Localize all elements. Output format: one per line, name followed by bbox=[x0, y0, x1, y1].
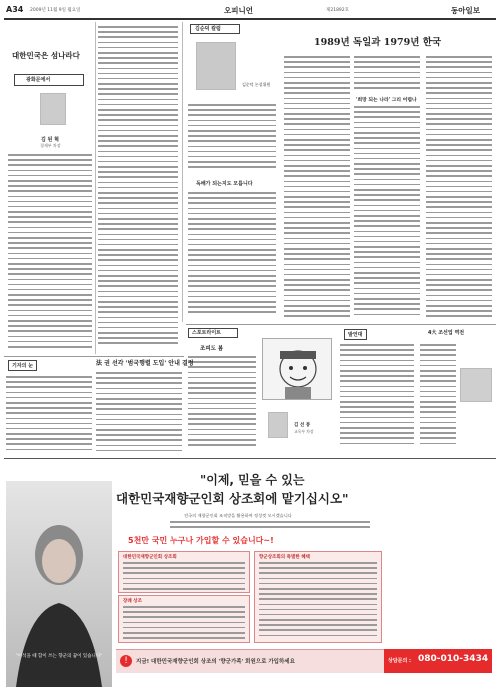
ad-box-2 bbox=[118, 595, 250, 643]
feature-col2-lines bbox=[354, 56, 420, 92]
columnist-body-lines-b bbox=[188, 192, 276, 318]
ad-box-3 bbox=[254, 551, 382, 643]
spotlight-block bbox=[186, 326, 336, 456]
spotlight-kicker: 스포트라이트 bbox=[192, 330, 221, 336]
ad-rule bbox=[4, 458, 496, 459]
cartoon-face-icon bbox=[263, 339, 333, 401]
feature-subhead: '희망 되는 나라' 그리 어렵나 bbox=[356, 98, 417, 103]
ad-box1-title: 대한민국재향군인회 상조회 bbox=[123, 555, 177, 560]
ad-photo-caption: "이석을 때 함이 쓰는 향군의 꿈이 있습니다" bbox=[15, 654, 103, 659]
opinion-title: 발언대 bbox=[344, 329, 367, 340]
ad-description-lines bbox=[170, 521, 370, 531]
column1-kicker: 광화문에서 bbox=[26, 77, 51, 83]
ad-box2-lines bbox=[123, 606, 245, 642]
masthead bbox=[0, 0, 500, 24]
feature-col1-lines bbox=[284, 56, 350, 320]
columnist-kicker: 김순덕 칼럼 bbox=[195, 26, 221, 32]
issue-date: 2009년 11월 9일 월요일 bbox=[30, 8, 81, 13]
ad-box3-title: 향군상조회의 특별한 혜택 bbox=[259, 555, 310, 560]
section-meta: 제21892호 bbox=[326, 8, 350, 13]
row-rule bbox=[4, 356, 184, 357]
column2-body-lines bbox=[98, 26, 178, 350]
opinion-photo bbox=[460, 368, 492, 402]
feature-col3-lines bbox=[426, 56, 492, 320]
ad-box-1 bbox=[118, 551, 250, 593]
notice-kicker: 기자의 눈 bbox=[8, 360, 37, 371]
ad-quote-big: 대한민국재향군인회 상조회에 맡기십시오" bbox=[116, 491, 349, 506]
notice-title: 法 권 선각 '범국행렬 도입' 안내 결정 bbox=[96, 360, 194, 367]
columnist-byline: 김순덕 논설위원 bbox=[242, 82, 271, 87]
ad-description: 전국의 재향군인회 조직망을 활용하여 정성껏 모시겠습니다 bbox=[184, 513, 292, 518]
page-number: A34 bbox=[6, 5, 24, 14]
column1-byline-photo bbox=[40, 93, 66, 125]
notice-mid-lines bbox=[96, 372, 182, 456]
opinion-col1-lines bbox=[340, 344, 414, 452]
divider bbox=[95, 22, 96, 354]
opinion-title-2: 4大 조선업 역전 bbox=[428, 330, 465, 336]
spotlight-col1-lines bbox=[188, 356, 256, 452]
spotlight-byline-role: 교육부 차장 bbox=[294, 429, 314, 434]
opinion-box bbox=[338, 326, 496, 456]
masthead-rule bbox=[4, 18, 496, 20]
ad-box2-title: 장례 상조 bbox=[123, 599, 142, 604]
feature-title: 1989년 독일과 1979년 한국 bbox=[314, 37, 442, 48]
feature-col2b-lines bbox=[354, 106, 420, 320]
advertisement bbox=[4, 461, 496, 689]
ad-box1-lines bbox=[123, 562, 245, 592]
section-title: 오피니언 bbox=[224, 6, 253, 15]
columnist-block bbox=[186, 22, 278, 322]
ad-quote-small: "이제, 믿을 수 있는 bbox=[200, 473, 305, 487]
section-rule bbox=[186, 324, 496, 325]
ad-phone-box bbox=[384, 649, 492, 673]
ad-bottom-note: 지금! 대한민국재향군인회 상조의 '향군가족' 회원으로 가입하세요 bbox=[136, 659, 295, 665]
opinion-col2-lines bbox=[420, 344, 456, 452]
spotlight-title: 조피도 봄 bbox=[200, 346, 224, 352]
columnist-photo bbox=[196, 42, 236, 90]
column-1 bbox=[6, 22, 94, 354]
ad-phone-label: 상담문의 : bbox=[388, 658, 412, 664]
ad-promo: 5천만 국민 누구나 가입할 수 있습니다~! bbox=[128, 536, 274, 545]
column1-byline-name: 김 된 혁 bbox=[41, 137, 59, 143]
ad-bottom-icon: ! bbox=[120, 655, 132, 667]
spotlight-byline-photo bbox=[268, 412, 288, 438]
column1-body-lines bbox=[8, 154, 92, 350]
ad-box3-lines bbox=[259, 562, 377, 642]
ad-phone-number[interactable]: 080-010-3434 bbox=[418, 654, 489, 664]
divider bbox=[182, 22, 183, 322]
column1-byline-role: 경제부 차장 bbox=[40, 143, 61, 148]
feature-block bbox=[280, 22, 496, 322]
column1-headline: 대한민국은 섬나라다 bbox=[12, 51, 80, 60]
spotlight-illustration bbox=[262, 338, 332, 400]
notice-left-lines bbox=[6, 376, 92, 456]
columnist-body-lines-a bbox=[188, 104, 276, 174]
columnist-subhead: 독배가 되는지도 모릅니다 bbox=[196, 181, 253, 187]
paper-logo: 동아일보 bbox=[451, 6, 480, 15]
spotlight-byline: 김 선 봉 bbox=[294, 423, 311, 428]
